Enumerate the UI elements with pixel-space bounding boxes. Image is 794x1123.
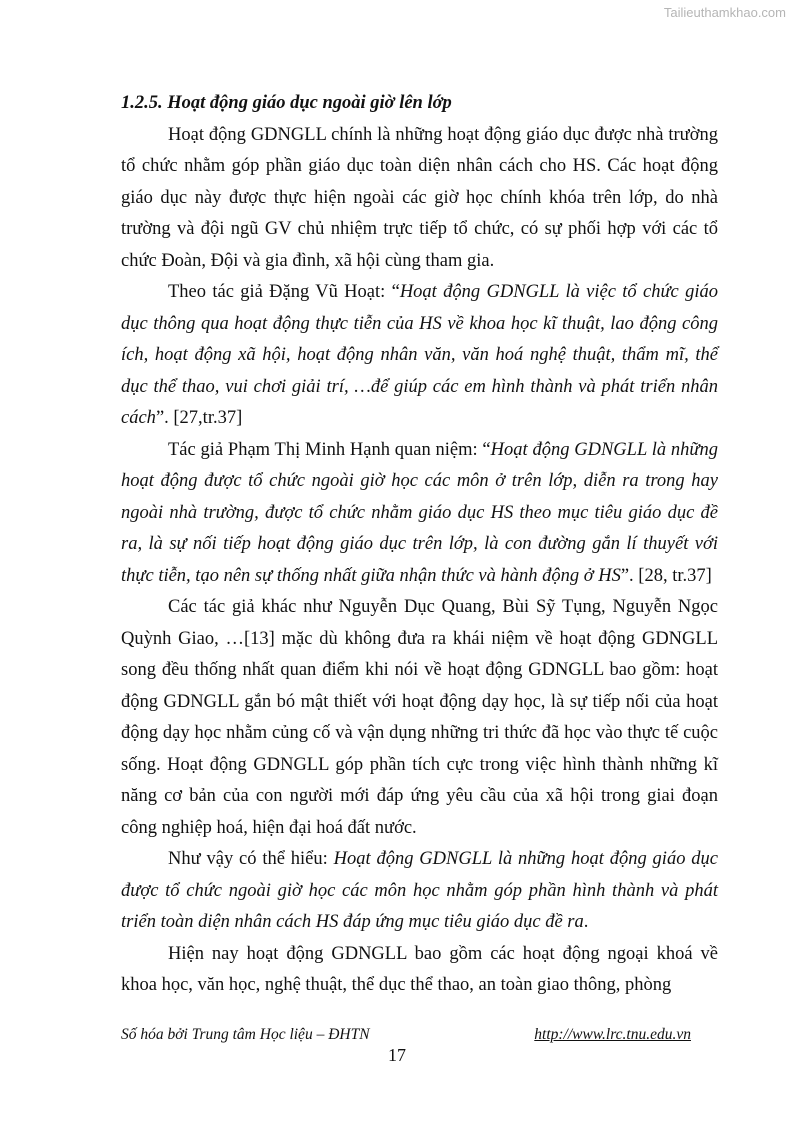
paragraph-3-quote: Hoạt động GDNGLL là những hoạt động được tổ chức ngoài giờ học các môn ở trên lớp, diễn ra trong hay ngoài nhà trường, được tổ chức nhằm giáo dục HS theo mục tiêu giáo dục đề ra, là sự nối tiếp hoạt động giáo dục trên lớp, là con đường gắn lí thuyết với thực tiễn, tạo nên sự thống nhất giữa nhận thức và hành động ở HS — [121, 439, 718, 586]
paragraph-3-intro: Tác giả Phạm Thị Minh Hạnh quan niệm: “ — [168, 439, 491, 460]
paragraph-4: Các tác giả khác như Nguyễn Dục Quang, Bùi Sỹ Tụng, Nguyễn Ngọc Quỳnh Giao, …[13] mặc dù không đưa ra khái niệm về hoạt động GDNGLL song đều thống nhất quan điểm khi nói về hoạt động GDNGLL bao gồm: hoạt động GDNGLL gắn bó mật thiết với hoạt động dạy học, là sự tiếp nối của hoạt động dạy học nhằm củng cố và vận dụng những tri thức đã học vào thực tế cuộc sống. Hoạt động GDNGLL góp phần tích cực trong việc hình thành những kĩ năng cơ bản của con người mới đáp ứng yêu cầu của xã hội trong giai đoạn công nghiệp hoá, hiện đại hoá đất nước. — [121, 597, 718, 838]
footer-link[interactable]: http://www.lrc.tnu.edu.vn — [534, 1026, 691, 1043]
watermark: Tailieuthamkhao.com — [663, 5, 786, 20]
paragraph-2-intro: Theo tác giả Đặng Vũ Hoạt: “ — [168, 282, 400, 302]
paragraph-3-citation: ”. [28, tr.37] — [620, 565, 712, 586]
paragraph-5 — [121, 844, 718, 939]
section-heading: 1.2.5. Hoạt động giáo dục ngoài giờ lên lớp — [121, 93, 452, 113]
paragraph-2-quote: Hoạt động GDNGLL là việc tổ chức giáo dục thông qua hoạt động thực tiễn của HS về khoa học kĩ thuật, lao động công ích, hoạt động xã hội, hoạt động nhân văn, văn hoá nghệ thuật, thẩm mĩ, thể dục thể thao, vui chơi giải trí, …để giúp các em hình thành và phát triển nhân cách — [121, 282, 718, 428]
paragraph-5-definition: Hoạt động GDNGLL là những hoạt động giáo dục được tổ chức ngoài giờ học các môn học nhằm góp phần hình thành và phát triển toàn diện nhân cách HS đáp ứng mục tiêu giáo dục đề ra — [121, 849, 718, 932]
paragraph-5-end: . — [583, 912, 589, 932]
paragraph-2 — [121, 277, 718, 435]
paragraph-2-citation: ”. [27,tr.37] — [155, 408, 243, 428]
page-number: 17 — [388, 1045, 406, 1065]
paragraph-1: Hoạt động GDNGLL chính là những hoạt động giáo dục được nhà trường tổ chức nhằm góp phần giáo dục toàn diện nhân cách cho HS. Các hoạt động giáo dục này được thực hiện ngoài các giờ học chính khóa trên lớp, do nhà trường và đội ngũ GV chủ nhiệm trực tiếp tổ chức, có sự phối hợp với các tổ chức Đoàn, Đội và gia đình, xã hội cùng tham gia. — [121, 124, 718, 271]
paragraph-6: Hiện nay hoạt động GDNGLL bao gồm các hoạt động ngoại khoá về khoa học, văn học, nghệ thuật, thể dục thể thao, an toàn giao thông, phòng — [121, 943, 718, 995]
page-body — [121, 88, 718, 1002]
paragraph-3 — [121, 435, 718, 593]
footer-credit: Số hóa bởi Trung tâm Học liệu – ĐHTN — [121, 1026, 370, 1043]
paragraph-5-intro: Như vậy có thể hiểu: — [168, 849, 334, 869]
